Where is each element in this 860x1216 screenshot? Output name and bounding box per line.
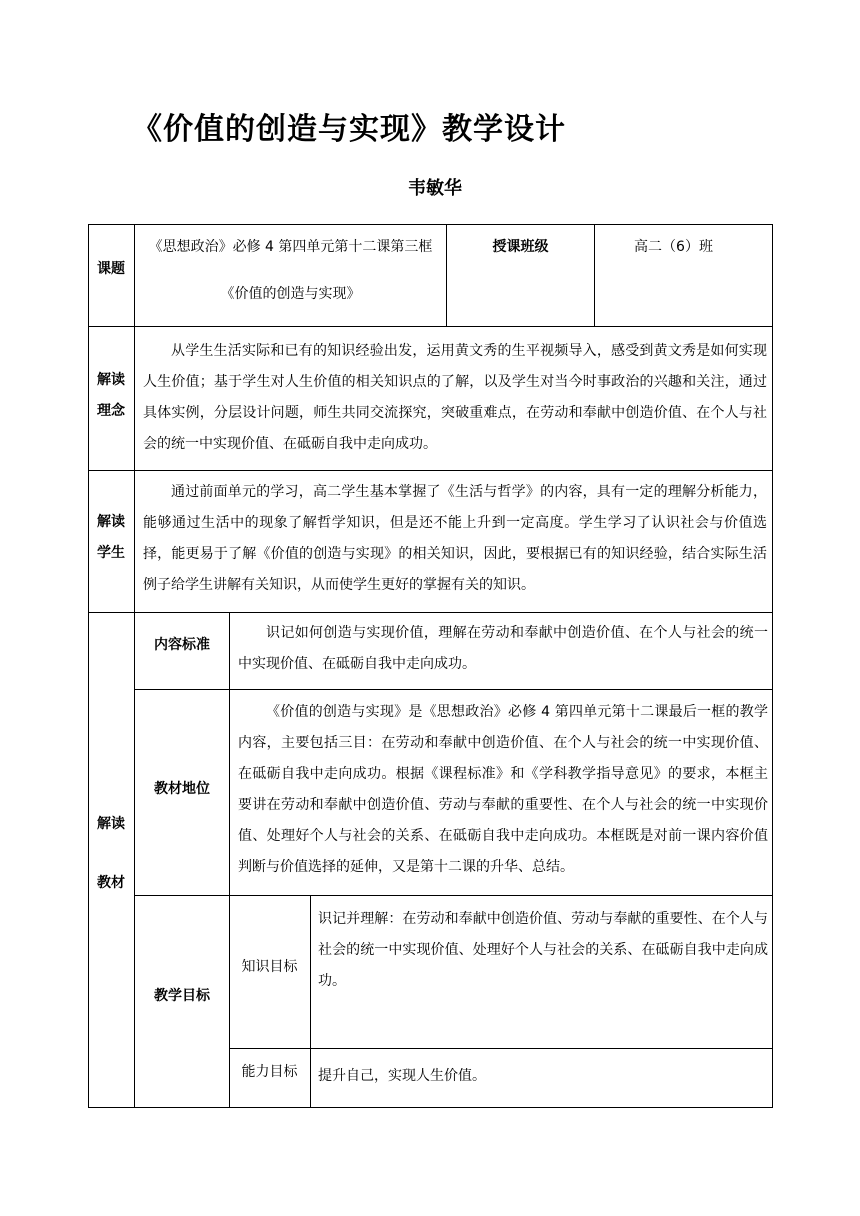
lesson-plan-table xyxy=(88,224,773,1108)
table-border xyxy=(88,470,773,471)
knowledge-text: 识记并理解：在劳动和奉献中创造价值、劳动与奉献的重要性、在个人与社会的统一中实现价值、处理好个人与社会的关系、在砥砺自我中走向成功。 xyxy=(318,911,768,989)
table-border xyxy=(310,895,311,1108)
table-border xyxy=(88,224,89,1108)
standard-label: 内容标准 xyxy=(154,637,210,653)
goals-label: 教学目标 xyxy=(154,988,210,1004)
document-title: 《价值的创造与实现》教学设计 xyxy=(132,112,566,147)
table-border xyxy=(88,1107,773,1108)
table-border xyxy=(229,612,230,1108)
class-label: 授课班级 xyxy=(492,239,549,255)
author-name: 韦敏华 xyxy=(408,178,462,199)
concept-label-2: 理念 xyxy=(97,403,125,419)
knowledge-label: 知识目标 xyxy=(241,959,298,975)
class-value: 高二（6）班 xyxy=(634,239,713,255)
material-label-2: 教材 xyxy=(97,875,125,891)
concept-text: 从学生生活实际和已有的知识经验出发，运用黄文秀的生平视频导入，感受到黄文秀是如何实现人生价值；基于学生对人生价值的相关知识点的了解，以及学生对当今时事政治的兴趣和关注，通过具体实例，分层设计问题，师生共同交流探究，突破重难点，在劳动和奉献中创造价值、在个人与社会的统一中实现价值、在砥砺自我中走向成功。 xyxy=(143,343,767,452)
table-border xyxy=(88,326,773,327)
table-border xyxy=(88,612,773,613)
student-label-2: 学生 xyxy=(97,545,125,561)
standard-text: 识记如何创造与实现价值，理解在劳动和奉献中创造价值、在个人与社会的统一中实现价值、在砥砺自我中走向成功。 xyxy=(238,625,768,672)
student-label-1: 解读 xyxy=(97,514,125,530)
position-text: 《价值的创造与实现》是《思想政治》必修 4 第四单元第十二课最后一框的教学内容，主要包括三目：在劳动和奉献中创造价值、在个人与社会的统一中实现价值、在砥砺自我中走向成功。根据《课程标准》和《学科教学指导意见》的要求，本框主要讲在劳动和奉献中创造价值、劳动与奉献的重要性、在个人与社会的统一中实现价值、处理好个人与社会的关系、在砥砺自我中走向成功。本框既是对前一课内容价值判断与价值选择的延伸，又是第十二课的升华、总结。 xyxy=(238,704,768,875)
table-border xyxy=(772,224,773,1108)
student-text: 通过前面单元的学习，高二学生基本掌握了《生活与哲学》的内容，具有一定的理解分析能力，能够通过生活中的现象了解哲学知识，但是还不能上升到一定高度。学生学习了认识社会与价值选择，能更易于了解《价值的创造与实现》的相关知识，因此，要根据已有的知识经验，结合实际生活例子给学生讲解有关知识，从而使学生更好的掌握有关的知识。 xyxy=(143,484,767,593)
ability-text: 提升自己，实现人生价值。 xyxy=(318,1068,486,1084)
topic-line-1: 《思想政治》必修 4 第四单元第十二课第三框 xyxy=(148,239,433,255)
table-border xyxy=(134,224,135,1108)
position-label: 教材地位 xyxy=(154,781,210,797)
table-border xyxy=(88,224,773,225)
topic-label: 课题 xyxy=(97,261,125,277)
material-label-1: 解读 xyxy=(97,816,125,832)
ability-label: 能力目标 xyxy=(241,1064,298,1080)
topic-line-2: 《价值的创造与实现》 xyxy=(220,286,361,302)
concept-label-1: 解读 xyxy=(97,372,125,388)
